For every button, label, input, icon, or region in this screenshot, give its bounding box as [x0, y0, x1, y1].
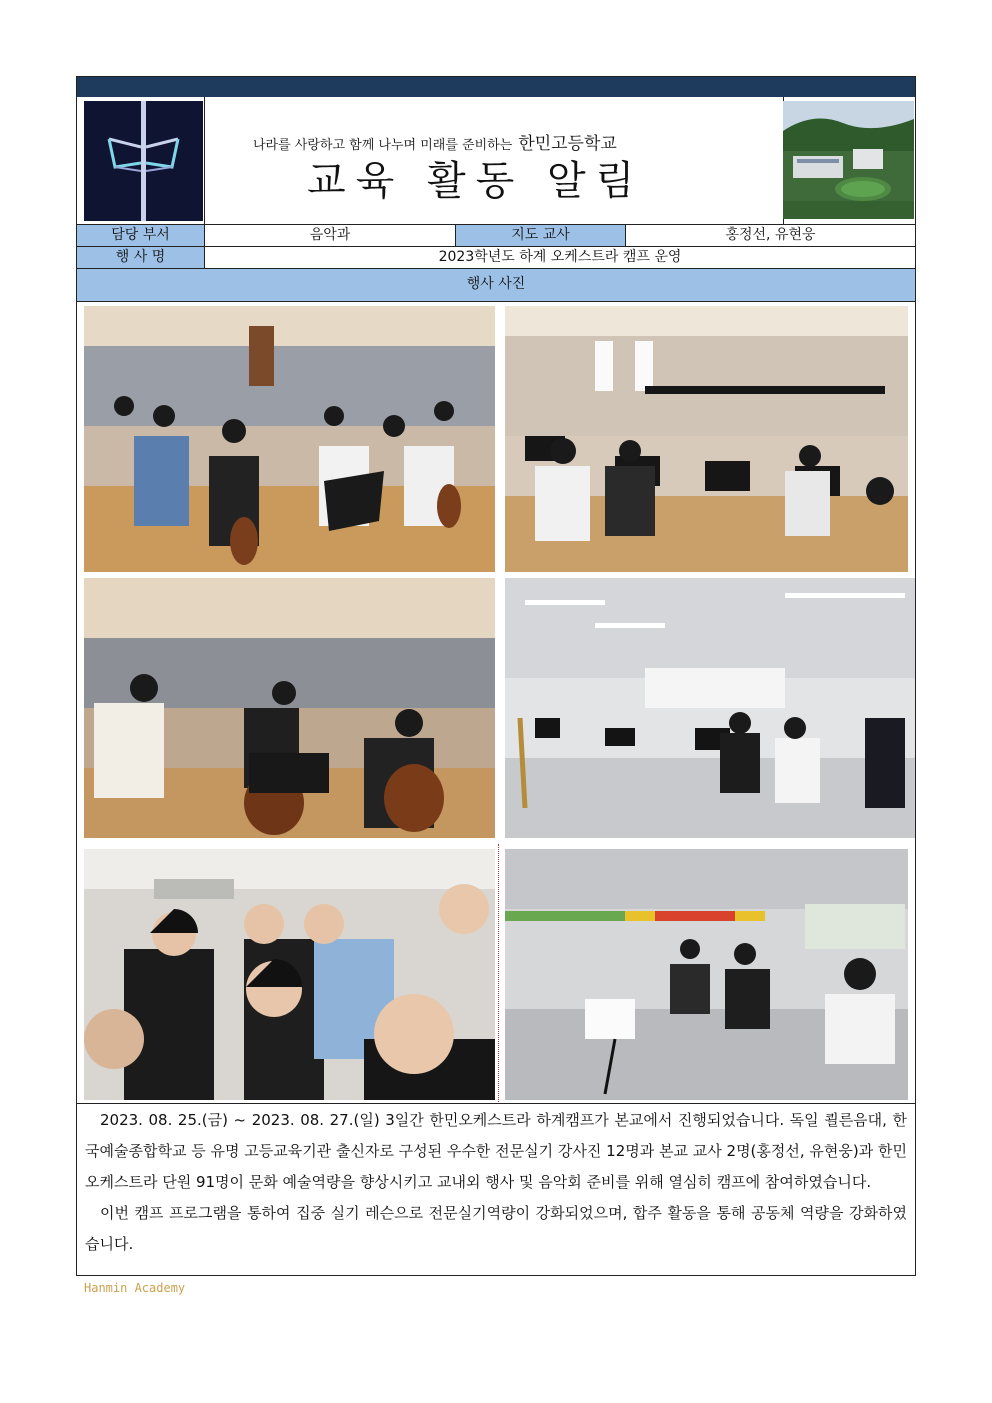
cello-section-photo — [84, 578, 495, 838]
slogan-text: 나라를 사랑하고 함께 나누며 미래를 준비하는 — [253, 138, 513, 153]
clarinet-section-photo — [505, 849, 908, 1100]
body-paragraph-1: 2023. 08. 25.(금) ~ 2023. 08. 27.(일) 3일간 한민오케스트라 하계캠프가 본교에서 진행되었습니다. 독일 쾰른음대, 한국예술종합학교 등 유명 고등교육기관 출신자로 구성된 우수한 전문실기 강사진 12명과 본교 교사 2명(홍정선, 유현웅)과 한민오케스트라 단원 91명이 문화 예술역량을 향상시키고 교내외 행사 및 음악회 준비를 위해 열심히 캠프에 참여하였습니다. — [85, 1111, 907, 1191]
brass-section-photo — [505, 578, 915, 838]
campus-photo — [783, 101, 914, 219]
header — [77, 97, 915, 224]
event-row — [77, 246, 915, 268]
page-title: 교육 활동 알림 — [307, 158, 645, 204]
title-box — [204, 97, 784, 224]
department-label: 담당 부서 — [77, 225, 204, 246]
footer-text: Hanmin Academy — [84, 1281, 186, 1295]
event-label: 행 사 명 — [77, 247, 204, 268]
teacher-value: 홍정선, 유현웅 — [625, 225, 915, 246]
school-name: 한민고등학교 — [518, 134, 617, 154]
notice-sheet — [76, 76, 916, 1276]
orchestra-gym-photo — [505, 306, 908, 572]
department-row — [77, 224, 915, 246]
event-value: 2023학년도 하계 오케스트라 캠프 운영 — [204, 247, 915, 268]
top-color-bar — [77, 77, 915, 97]
photos-label: 행사 사진 — [77, 269, 915, 301]
photo-grid — [77, 301, 915, 1104]
department-value: 음악과 — [204, 225, 455, 246]
photos-header-row — [77, 268, 915, 301]
student-selfie-photo — [84, 849, 495, 1100]
teacher-label: 지도 교사 — [455, 225, 625, 246]
body-text — [77, 1103, 915, 1275]
strings-rehearsal-photo — [84, 306, 495, 572]
school-logo — [84, 101, 203, 221]
photo-divider — [498, 844, 499, 1102]
body-paragraph-2: 이번 캠프 프로그램을 통하여 집중 실기 레슨으로 전문실기역량이 강화되었으며, 합주 활동을 통해 공동체 역량을 강화하였습니다. — [85, 1204, 907, 1253]
